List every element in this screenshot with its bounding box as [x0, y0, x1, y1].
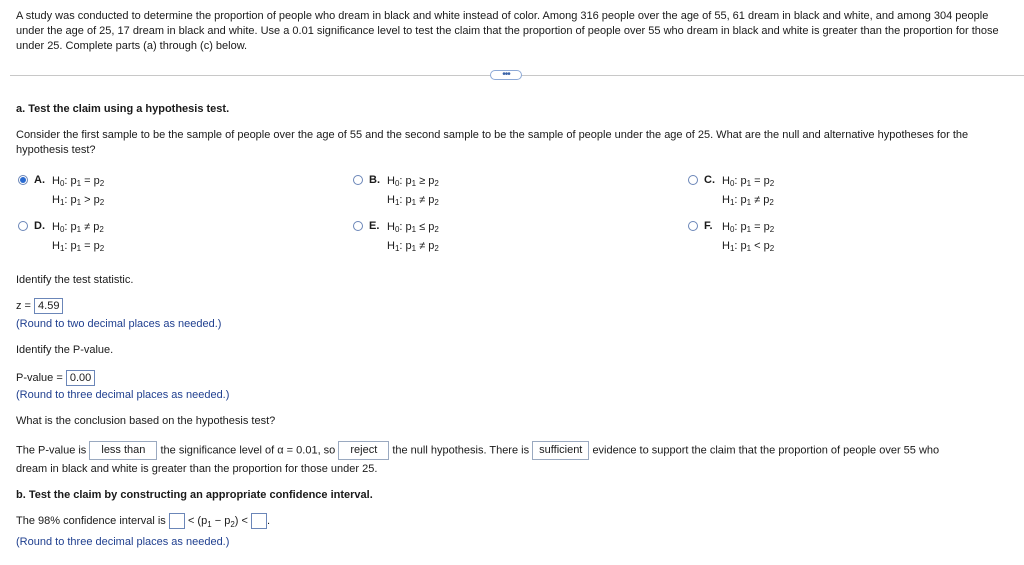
hypotheses: [722, 219, 774, 257]
expand-more-button[interactable]: •••: [490, 70, 522, 80]
h1-relation: =: [84, 240, 91, 252]
pvalue-label: P-value =: [16, 371, 63, 384]
radio-button[interactable]: [353, 175, 363, 185]
z-input[interactable]: 4.59: [34, 298, 63, 314]
hypotheses: [52, 173, 104, 211]
h0-relation: =: [84, 175, 91, 187]
choice-label: F.: [704, 220, 713, 232]
alternative-hypothesis: $H_1$: $p_1 \ne p_2$: [387, 194, 439, 207]
part-a-heading: a. Test the claim using a hypothesis test.: [16, 103, 230, 115]
conclusion-prompt: What is the conclusion based on the hypothesis test?: [16, 415, 276, 427]
null-hypothesis: $H_0$: $p_1 = p_2$: [52, 175, 105, 188]
choice-label: C.: [704, 174, 715, 186]
conclusion-text-4: evidence to support the claim that the proportion of people over 55 who: [592, 444, 940, 457]
conclusion-text-1: The P-value is: [16, 444, 87, 457]
choice-f[interactable]: [688, 219, 774, 257]
ci-label: The 98% confidence interval is: [16, 514, 166, 527]
h0-relation: =: [754, 175, 761, 187]
h1-relation: >: [84, 194, 91, 206]
choice-c[interactable]: [688, 173, 774, 211]
h1-relation: ≠: [754, 194, 761, 206]
alternative-hypothesis: $H_1$: $p_1 = p_2$: [52, 240, 105, 253]
hypothesis-question: Consider the first sample to be the sample of people over the age of 55 and the second sample to be the sample of people under the age of 25. What are the null and alternative hypotheses for the hypothesis test?: [16, 129, 969, 156]
radio-button[interactable]: [353, 221, 363, 231]
null-hypothesis: $H_0$: $p_1 \le p_2$: [387, 221, 439, 234]
ci-row: The 98% confidence interval is < $(p_1 - p_2)$ < .: [16, 514, 271, 530]
hypotheses: [52, 219, 104, 257]
choice-label: B.: [369, 174, 380, 186]
h0-relation: ≤: [419, 221, 426, 233]
choice-e[interactable]: [353, 219, 439, 257]
h0-relation: =: [754, 221, 761, 233]
z-row: [16, 298, 63, 314]
radio-button[interactable]: [688, 221, 698, 231]
hypotheses: [387, 173, 439, 211]
conclusion-text-5: dream in black and white is greater than the proportion for those under 25.: [16, 463, 378, 475]
alternative-hypothesis: $H_1$: $p_1 \ne p_2$: [387, 240, 439, 253]
problem-statement: A study was conducted to determine the proportion of people who dream in black and white instead of color. Among 316 people over the age of 55, 61 dream in black and white, and among 304 people under the age of 25, 17 dream in black and white. Use a 0.01 significance level to test the claim that the proportion of people over 55 who dream in black and white is greater than the proportion for those under 25. Complete parts (a) through (c) below.: [16, 10, 999, 52]
choice-label: D.: [34, 220, 45, 232]
choice-d[interactable]: [18, 219, 104, 257]
h1-relation: ≠: [419, 194, 426, 206]
alternative-hypothesis: $H_1$: $p_1 > p_2$: [52, 194, 105, 207]
choice-b[interactable]: [353, 173, 439, 211]
radio-button[interactable]: [18, 221, 28, 231]
evidence-dropdown[interactable]: sufficient: [532, 441, 589, 460]
ci-expression: < $(p_1 - p_2)$ <: [187, 514, 248, 530]
z-hint: (Round to two decimal places as needed.): [16, 318, 222, 330]
hypotheses: [387, 219, 439, 257]
pvalue-comparison-dropdown[interactable]: less than: [89, 441, 157, 460]
pvalue-row: [16, 370, 95, 386]
choice-label: E.: [369, 220, 380, 232]
null-hypothesis: $H_0$: $p_1 = p_2$: [722, 221, 775, 234]
pvalue-prompt: Identify the P-value.: [16, 344, 114, 356]
z-label: z =: [16, 299, 31, 312]
choice-label: A.: [34, 174, 45, 186]
test-stat-prompt: Identify the test statistic.: [16, 274, 134, 286]
radio-button[interactable]: [688, 175, 698, 185]
h0-relation: ≥: [419, 175, 426, 187]
h1-relation: ≠: [419, 240, 426, 252]
h0-relation: ≠: [84, 221, 91, 233]
ci-upper-input[interactable]: [251, 513, 267, 529]
choice-a[interactable]: [18, 173, 104, 211]
conclusion-sentence: [16, 441, 939, 460]
null-hypothesis: $H_0$: $p_1 \ge p_2$: [387, 175, 439, 188]
alternative-hypothesis: $H_1$: $p_1 < p_2$: [722, 240, 775, 253]
conclusion-text-2: the significance level of α = 0.01, so: [160, 444, 336, 457]
null-hypothesis: $H_0$: $p_1 \ne p_2$: [52, 221, 104, 234]
ci-lower-input[interactable]: [169, 513, 185, 529]
alternative-hypothesis: $H_1$: $p_1 \ne p_2$: [722, 194, 774, 207]
radio-button[interactable]: [18, 175, 28, 185]
hypotheses: [722, 173, 774, 211]
null-hypothesis: $H_0$: $p_1 = p_2$: [722, 175, 775, 188]
pvalue-input[interactable]: 0.00: [66, 370, 95, 386]
decision-dropdown[interactable]: reject: [338, 441, 389, 460]
conclusion-text-3: the null hypothesis. There is: [392, 444, 530, 457]
pvalue-hint: (Round to three decimal places as needed.): [16, 389, 230, 401]
part-b-heading: b. Test the claim by constructing an appropriate confidence interval.: [16, 489, 373, 501]
ci-hint: (Round to three decimal places as needed.): [16, 536, 230, 548]
h1-relation: <: [754, 240, 761, 252]
